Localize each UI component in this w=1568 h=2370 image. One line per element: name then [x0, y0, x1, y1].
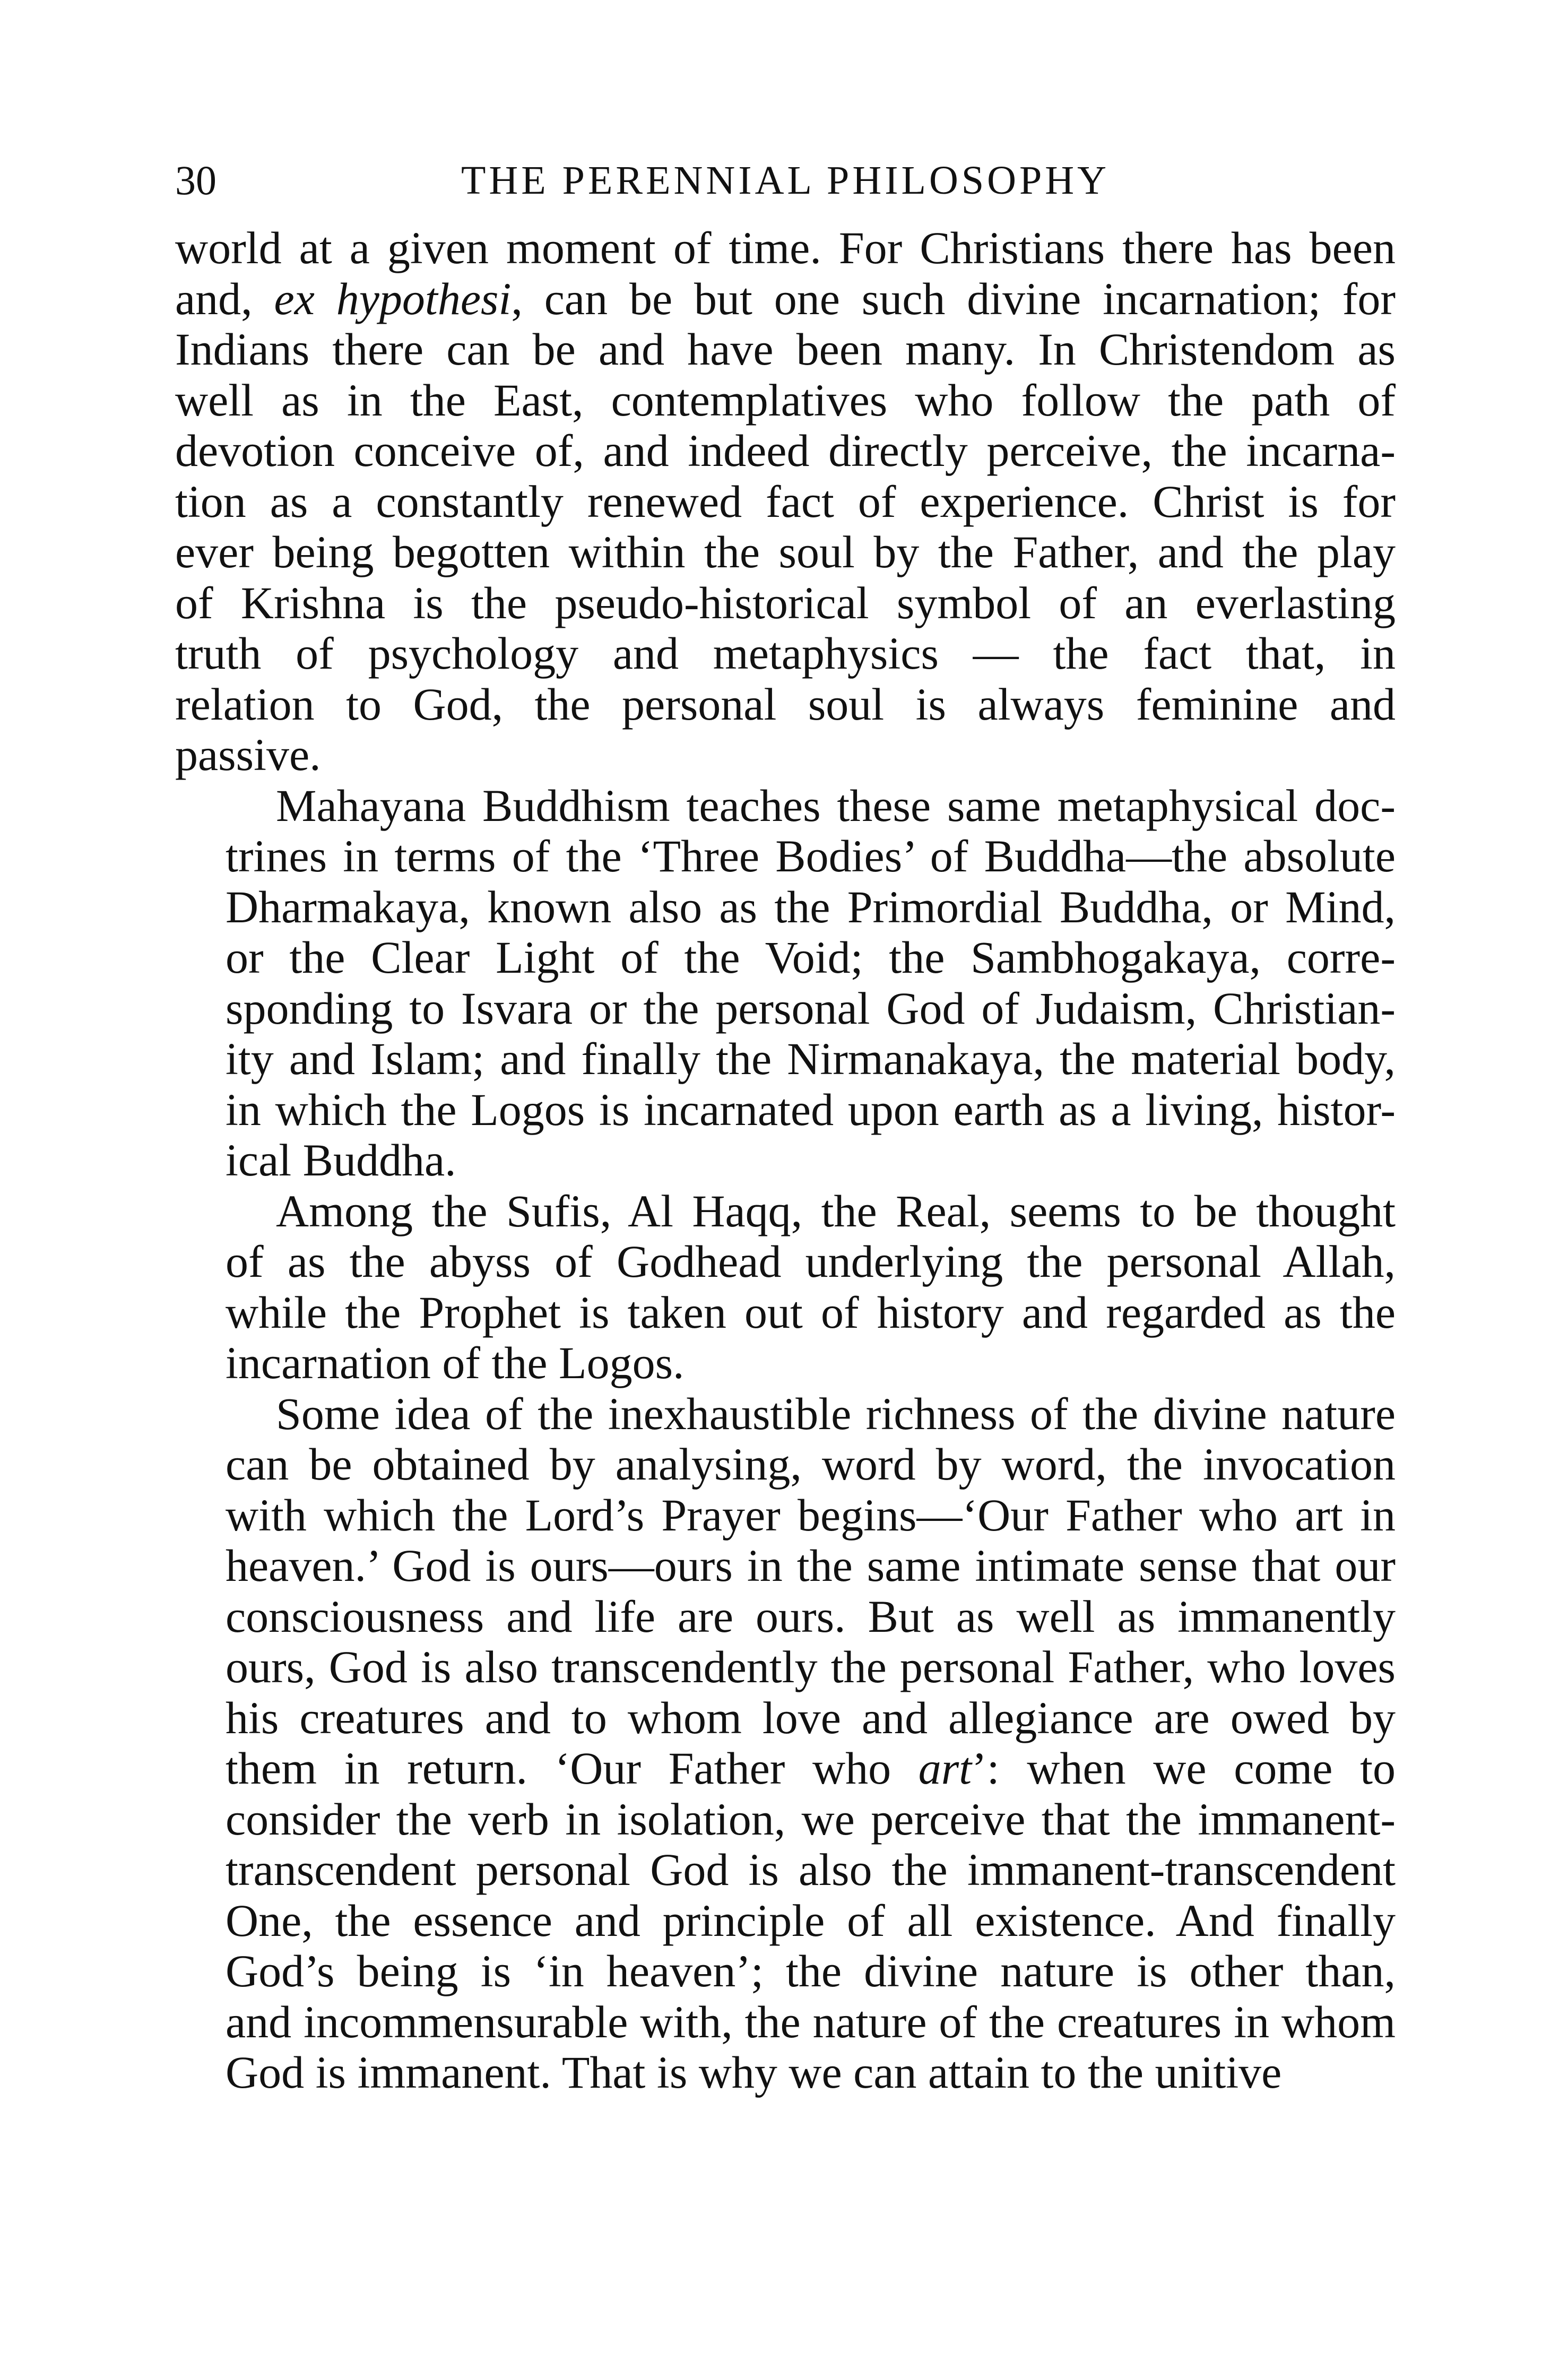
text-line: can be obtained by analysing, word by word, the invocation: [226, 1439, 1396, 1490]
paragraph: [175, 1389, 1396, 2098]
book-page: [175, 154, 1396, 2098]
text-line: or the Clear Light of the Void; the Sambhogakaya, corre-: [226, 932, 1396, 983]
text-line: passive.: [175, 729, 321, 780]
text-line: relation to God, the personal soul is always feminine and: [175, 678, 1396, 730]
text-line: transcendent personal God is also the immanent-transcendent: [226, 1844, 1396, 1895]
text-line: God’s being is ‘in heaven’; the divine nature is other than,: [226, 1945, 1396, 1996]
text-line: of as the abyss of Godhead underlying the personal Allah,: [226, 1236, 1396, 1287]
text-line: Some idea of the inexhaustible richness of the divine nature: [276, 1388, 1396, 1439]
text-line: trines in terms of the ‘Three Bodies’ of Buddha—the absolute: [226, 831, 1396, 881]
text-line: ical Buddha.: [226, 1135, 456, 1186]
body-text: [175, 223, 1396, 2098]
paragraph: [175, 781, 1396, 1186]
text-line: while the Prophet is taken out of history and regarded as the: [226, 1286, 1396, 1338]
text-line: Mahayana Buddhism teaches these same metaphysical doc-: [276, 780, 1396, 831]
text-line: consider the verb in isolation, we perceive that the immanent-: [226, 1793, 1396, 1845]
text-line: heaven.’ God is ours—ours in the same intimate sense that our: [226, 1540, 1396, 1591]
text-line: his creatures and to whom love and allegiance are owed by: [226, 1692, 1396, 1743]
text-line: One, the essence and principle of all existence. And finally: [226, 1895, 1396, 1946]
text-line: devotion conceive of, and indeed directly perceive, the incarna-: [175, 425, 1396, 476]
text-line: incarnation of the Logos.: [226, 1337, 685, 1388]
text-line: truth of psychology and metaphysics — the fact that, in: [175, 628, 1396, 679]
text-line: world at a given moment of time. For Christians there has been: [175, 222, 1396, 273]
text-line: of Krishna is the pseudo-historical symbol of an everlasting: [175, 577, 1396, 628]
text-line: ours, God is also transcendently the personal Father, who loves: [226, 1641, 1396, 1692]
text-line: with which the Lord’s Prayer begins—‘Our Father who art in: [226, 1489, 1396, 1541]
text-line: them in return. ‘Our Father who art’: when we come to: [226, 1743, 1396, 1794]
text-line: Indians there can be and have been many. In Christendom as: [175, 324, 1396, 375]
text-line: well as in the East, contemplatives who follow the path of: [175, 374, 1396, 426]
page-number: 30: [175, 157, 216, 203]
text-line: ity and Islam; and finally the Nirmanakaya, the material body,: [226, 1033, 1396, 1084]
text-line: and, ex hypothesi, can be but one such divine incarnation; for: [175, 273, 1396, 324]
text-line: sponding to Isvara or the personal God of Judaism, Christian-: [226, 982, 1396, 1034]
text-line: in which the Logos is incarnated upon earth as a living, histor-: [226, 1084, 1396, 1135]
text-line: Among the Sufis, Al Haqq, the Real, seems to be thought: [276, 1185, 1396, 1236]
paragraph: [175, 1186, 1396, 1389]
running-title: THE PERENNIAL PHILOSOPHY: [461, 158, 1110, 203]
text-line: Dharmakaya, known also as the Primordial Buddha, or Mind,: [226, 881, 1396, 932]
text-line: consciousness and life are ours. But as well as immanently: [226, 1590, 1396, 1642]
text-line: ever being begotten within the soul by the Father, and the play: [175, 526, 1396, 577]
running-head: [175, 154, 1396, 212]
paragraph: [175, 223, 1396, 781]
text-line: tion as a constantly renewed fact of experience. Christ is for: [175, 475, 1396, 527]
text-line: and incommensurable with, the nature of the creatures in whom: [226, 1996, 1396, 2047]
text-line: God is immanent. That is why we can attain to the unitive: [226, 2047, 1282, 2098]
